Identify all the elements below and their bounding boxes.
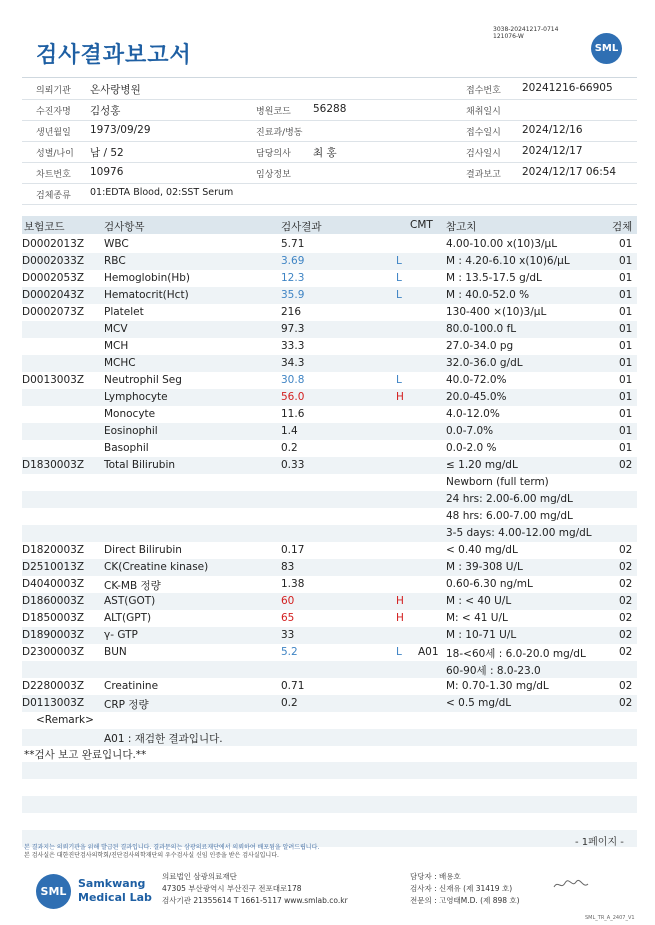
row-flag: L: [396, 255, 402, 267]
chart-value: 10976: [90, 166, 124, 178]
row-result: 33.3: [281, 340, 305, 352]
col-code: 보험코드: [24, 221, 65, 233]
row-code: D2510013Z: [22, 561, 85, 573]
birth-label: 생년월일: [36, 128, 71, 138]
remark-label: <Remark>: [36, 714, 94, 726]
row-result: 97.3: [281, 323, 305, 335]
row-result: 5.71: [281, 238, 305, 250]
row-reference: M : 10-71 U/L: [446, 629, 517, 641]
table-row: [22, 678, 637, 695]
row-result: 35.9: [281, 289, 305, 301]
row-result: 0.33: [281, 459, 305, 471]
receipt-no-value: 20241216-66905: [522, 82, 613, 94]
col-ref: 참고치: [446, 221, 477, 233]
birth-value: 1973/09/29: [90, 124, 151, 136]
row-result: 83: [281, 561, 295, 573]
row-reference: ≤ 1.20 mg/dL: [446, 459, 518, 471]
row-specimen: 02: [619, 629, 633, 641]
chart-label: 차트번호: [36, 170, 71, 180]
brand-name-2: Medical Lab: [78, 891, 152, 904]
row-item: BUN: [104, 646, 127, 658]
row-item: MCH: [104, 340, 129, 352]
receipt-date-value: 2024/12/16: [522, 124, 583, 136]
row-code: D0002053Z: [22, 272, 85, 284]
table-row: [22, 593, 637, 610]
row-reference: 24 hrs: 2.00-6.00 mg/dL: [446, 493, 573, 505]
hospital-value: 온사랑병원: [90, 84, 141, 96]
dept-label: 진료과/병동: [256, 128, 303, 138]
row-item: AST(GOT): [104, 595, 156, 607]
hospital-code-value: 56288: [313, 103, 347, 115]
info-row-5: [22, 162, 637, 184]
row-code: D0002013Z: [22, 238, 85, 250]
page-title: 검사결과보고서: [36, 43, 192, 68]
org-contact: 검사기관 21355614 T 1661-5117 www.smlab.co.kr: [162, 896, 348, 905]
row-item: Platelet: [104, 306, 144, 318]
row-flag: L: [396, 374, 402, 386]
row-result: 60: [281, 595, 295, 607]
row-flag: H: [396, 595, 404, 607]
row-specimen: 01: [619, 272, 633, 284]
org-address: 47305 부산광역시 부산진구 전포대로178: [162, 884, 302, 893]
row-item: Neutrophil Seg: [104, 374, 182, 386]
row-item: MCHC: [104, 357, 136, 369]
row-reference: 4.0-12.0%: [446, 408, 500, 420]
table-row: [22, 491, 637, 508]
row-code: D2280003Z: [22, 680, 85, 692]
remark-row: [22, 712, 637, 729]
info-row-4: [22, 141, 637, 163]
footnote-2: 본 검사실은 대한진단검사의학회/진단검사의학재단의 우수검사실 신임 인증을 받은 검사실입니다.: [24, 852, 279, 859]
row-code: D0113003Z: [22, 697, 85, 709]
row-item: RBC: [104, 255, 126, 267]
report-date-value: 2024/12/17 06:54: [522, 166, 617, 178]
row-flag: H: [396, 391, 404, 403]
row-reference: M : 13.5-17.5 g/dL: [446, 272, 542, 284]
row-item: Lymphocyte: [104, 391, 168, 403]
row-result: 12.3: [281, 272, 305, 284]
row-result: 30.8: [281, 374, 305, 386]
row-flag: L: [396, 646, 402, 658]
row-reference: M : 39-308 U/L: [446, 561, 523, 573]
row-item: ALT(GPT): [104, 612, 152, 624]
col-item: 검사항목: [104, 221, 145, 233]
patient-name-label: 수진자명: [36, 107, 71, 117]
row-reference: 4.00-10.00 x(10)3/μL: [446, 238, 558, 250]
row-reference: 80.0-100.0 fL: [446, 323, 517, 335]
row-reference: 60-90세 : 8.0-23.0: [446, 665, 541, 677]
table-row: [22, 253, 637, 270]
row-specimen: 02: [619, 612, 633, 624]
row-reference: 0.0-7.0%: [446, 425, 494, 437]
row-reference: 27.0-34.0 pg: [446, 340, 514, 352]
row-reference: 48 hrs: 6.00-7.00 mg/dL: [446, 510, 573, 522]
clinical-label: 임상정보: [256, 170, 291, 180]
col-cmt: CMT: [410, 219, 433, 231]
table-row: [22, 661, 637, 678]
table-row: [22, 372, 637, 389]
row-specimen: 01: [619, 238, 633, 250]
table-row: [22, 627, 637, 644]
row-item: Eosinophil: [104, 425, 158, 437]
row-specimen: 02: [619, 680, 633, 692]
sex-age-label: 성별/나이: [36, 149, 74, 159]
row-code: D0002073Z: [22, 306, 85, 318]
report-end-text: **검사 보고 완료입니다.**: [24, 749, 147, 761]
row-reference: 40.0-72.0%: [446, 374, 507, 386]
specimen-label: 검체종류: [36, 191, 71, 201]
row-reference: < 0.5 mg/dL: [446, 697, 512, 709]
row-reference: 0.0-2.0 %: [446, 442, 497, 454]
col-specimen: 검체: [612, 221, 633, 233]
row-specimen: 01: [619, 391, 633, 403]
row-specimen: 01: [619, 340, 633, 352]
doctor-label: 담당의사: [256, 149, 291, 159]
row-specimen: 02: [619, 459, 633, 471]
info-row-6: [22, 183, 637, 205]
info-row-3: [22, 120, 637, 142]
table-row: [22, 610, 637, 627]
table-row: [22, 270, 637, 287]
row-reference: 20.0-45.0%: [446, 391, 507, 403]
hospital-code-label: 병원코드: [256, 107, 291, 117]
row-item: MCV: [104, 323, 128, 335]
hospital-label: 의뢰기관: [36, 86, 71, 96]
remark-text: A01 : 재검한 결과입니다.: [104, 733, 223, 745]
row-specimen: 02: [619, 578, 633, 590]
row-item: Hematocrit(Hct): [104, 289, 189, 301]
row-item: Creatinine: [104, 680, 159, 692]
row-code: D0013003Z: [22, 374, 85, 386]
test-date-label: 검사일시: [466, 149, 501, 159]
table-row: [22, 287, 637, 304]
row-code: D2300003Z: [22, 646, 85, 658]
table-row: [22, 542, 637, 559]
row-reference: < 0.40 mg/dL: [446, 544, 518, 556]
table-row: [22, 508, 637, 525]
row-specimen: 01: [619, 323, 633, 335]
table-row: [22, 525, 637, 542]
row-specimen: 01: [619, 374, 633, 386]
sml-footer-logo-icon: SML: [36, 874, 71, 909]
row-result: 0.2: [281, 697, 298, 709]
row-reference: M: 0.70-1.30 mg/dL: [446, 680, 549, 692]
receipt-no-label: 접수번호: [466, 86, 501, 96]
row-specimen: 02: [619, 561, 633, 573]
row-item: CK(Creatine kinase): [104, 561, 209, 573]
row-reference: M : 40.0-52.0 %: [446, 289, 530, 301]
row-specimen: 01: [619, 442, 633, 454]
table-row: [22, 355, 637, 372]
row-result: 65: [281, 612, 295, 624]
row-item: Total Bilirubin: [104, 459, 176, 471]
table-row: [22, 321, 637, 338]
table-row: [22, 406, 637, 423]
row-flag: H: [396, 612, 404, 624]
table-row: [22, 474, 637, 491]
row-item: CK-MB 정량: [104, 580, 161, 592]
row-item: γ- GTP: [104, 629, 138, 641]
row-reference: Newborn (full term): [446, 476, 549, 488]
collect-date-label: 채취일시: [466, 107, 501, 117]
document-code: [493, 26, 558, 40]
row-specimen: 02: [619, 595, 633, 607]
row-result: 0.2: [281, 442, 298, 454]
row-code: D1820003Z: [22, 544, 85, 556]
row-specimen: 01: [619, 255, 633, 267]
row-result: 216: [281, 306, 302, 318]
row-code: D0002033Z: [22, 255, 85, 267]
row-result: 5.2: [281, 646, 298, 658]
row-item: CRP 정량: [104, 699, 149, 711]
row-reference: 130-400 ×(10)3/μL: [446, 306, 547, 318]
table-row: [22, 236, 637, 253]
blank-row: [22, 796, 637, 813]
remark-text-row: [22, 729, 637, 746]
row-specimen: 01: [619, 425, 633, 437]
signature-scribble-icon: [552, 878, 590, 892]
row-result: 33: [281, 629, 295, 641]
staff-specialist: 전문의 : 고영태M.D. (제 898 호): [410, 896, 520, 905]
row-code: D0002043Z: [22, 289, 85, 301]
row-reference: M: < 41 U/L: [446, 612, 508, 624]
results-table-header: [22, 216, 637, 234]
staff-tester: 검사자 : 신재유 (제 31419 호): [410, 884, 513, 893]
row-code: D1830003Z: [22, 459, 85, 471]
row-reference: 18-<60세 : 6.0-20.0 mg/dL: [446, 648, 586, 660]
row-specimen: 02: [619, 544, 633, 556]
footnote-1: 본 결과지는 의뢰기관을 위해 발급된 결과입니다. 결과문의는 삼광의료재단에서 의뢰하여 배포됨을 알려드립니다.: [24, 844, 320, 851]
receipt-date-label: 접수일시: [466, 128, 501, 138]
row-specimen: 01: [619, 306, 633, 318]
document-code-line1: 3038-20241217-0714: [493, 26, 559, 33]
row-specimen: 01: [619, 408, 633, 420]
col-result: 검사결과: [281, 221, 322, 233]
test-date-value: 2024/12/17: [522, 145, 583, 157]
row-result: 1.4: [281, 425, 298, 437]
row-result: 56.0: [281, 391, 305, 403]
row-result: 34.3: [281, 357, 305, 369]
row-result: 1.38: [281, 578, 305, 590]
row-result: 0.17: [281, 544, 305, 556]
sex-age-value: 남 / 52: [90, 147, 124, 159]
table-row: [22, 338, 637, 355]
brand-name-1: Samkwang: [78, 877, 146, 890]
row-specimen: 02: [619, 697, 633, 709]
row-item: Monocyte: [104, 408, 156, 420]
row-specimen: 01: [619, 289, 633, 301]
row-item: Direct Bilirubin: [104, 544, 182, 556]
row-code: D4040003Z: [22, 578, 85, 590]
table-row: [22, 423, 637, 440]
table-row: [22, 440, 637, 457]
specimen-value: 01:EDTA Blood, 02:SST Serum: [90, 187, 234, 198]
info-row-1: [22, 78, 637, 100]
row-specimen: 01: [619, 357, 633, 369]
row-item: Hemoglobin(Hb): [104, 272, 191, 284]
row-code: D1850003Z: [22, 612, 85, 624]
page-number: - 1페이지 -: [575, 837, 624, 848]
table-row: [22, 644, 637, 661]
org-name: 의료법인 삼광의료재단: [162, 872, 237, 881]
row-reference: M : < 40 U/L: [446, 595, 512, 607]
row-flag: L: [396, 289, 402, 301]
row-reference: M : 4.20-6.10 x(10)6/μL: [446, 255, 570, 267]
row-flag: L: [396, 272, 402, 284]
table-row: [22, 389, 637, 406]
patient-name-value: 김성홍: [90, 105, 121, 117]
table-row: [22, 576, 637, 593]
end-row: [22, 745, 637, 762]
info-row-2: [22, 99, 637, 121]
table-row: [22, 304, 637, 321]
row-cmt: A01: [418, 646, 439, 658]
row-result: 11.6: [281, 408, 305, 420]
table-row: [22, 457, 637, 474]
blank-row: [22, 762, 637, 779]
row-reference: 32.0-36.0 g/dL: [446, 357, 523, 369]
row-item: WBC: [104, 238, 129, 250]
row-reference: 0.60-6.30 ng/mL: [446, 578, 533, 590]
doctor-value: 최 홍: [313, 147, 337, 159]
row-result: 3.69: [281, 255, 305, 267]
staff-manager: 담당자 : 배용호: [410, 872, 461, 881]
document-code-line2: 121076-W: [493, 33, 524, 40]
row-result: 0.71: [281, 680, 305, 692]
row-item: Basophil: [104, 442, 149, 454]
row-specimen: 02: [619, 646, 633, 658]
report-date-label: 결과보고: [466, 170, 501, 180]
sml-logo-icon: SML: [591, 33, 622, 64]
row-code: D1860003Z: [22, 595, 85, 607]
form-code: SML_TR_A_2407_V1: [585, 915, 635, 921]
table-row: [22, 559, 637, 576]
row-code: D1890003Z: [22, 629, 85, 641]
table-row: [22, 695, 637, 712]
row-reference: 3-5 days: 4.00-12.00 mg/dL: [446, 527, 592, 539]
